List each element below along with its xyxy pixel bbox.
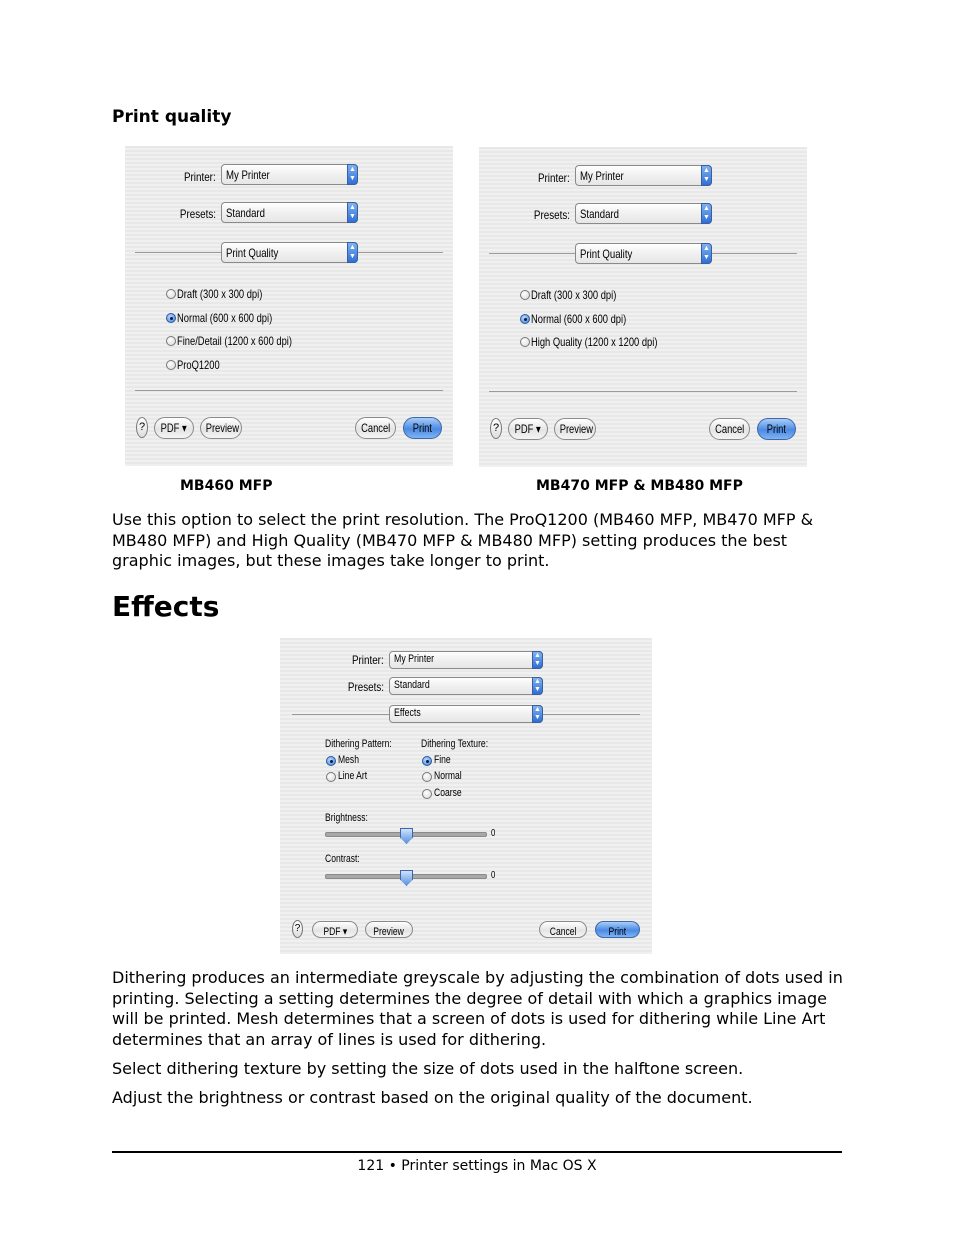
radio-draft[interactable]	[520, 290, 530, 300]
cancel-button[interactable]: Cancel	[539, 921, 587, 938]
radio-label-normal: Normal (600 x 600 dpi)	[531, 312, 627, 326]
radio-label-mesh: Mesh	[338, 754, 359, 766]
radio-fine-detail[interactable]	[166, 336, 176, 346]
print-dialog-effects	[280, 638, 652, 954]
separator	[135, 390, 443, 391]
radio-normal[interactable]	[422, 772, 432, 782]
radio-proq1200[interactable]	[166, 360, 176, 370]
presets-popup-value: Standard	[226, 206, 265, 220]
popup-arrows-icon: ▲ ▼	[701, 165, 712, 186]
popup-arrows-icon: ▲ ▼	[347, 242, 358, 263]
section-heading-effects: Effects	[112, 590, 220, 623]
radio-label-draft: Draft (300 x 300 dpi)	[177, 287, 263, 301]
help-icon[interactable]: ?	[136, 417, 148, 438]
printer-label: Printer:	[352, 653, 384, 667]
printer-popup-value: My Printer	[226, 168, 270, 182]
caption-mb470-mb480: MB470 MFP & MB480 MFP	[536, 478, 743, 494]
radio-high-quality[interactable]	[520, 337, 530, 347]
panel-popup[interactable]	[575, 243, 712, 264]
presets-label: Presets:	[179, 207, 216, 221]
popup-arrows-icon: ▲ ▼	[532, 651, 543, 669]
contrast-label: Contrast:	[325, 853, 360, 865]
print-button[interactable]: Print	[757, 418, 796, 440]
help-icon[interactable]: ?	[490, 418, 502, 439]
section-heading-print-quality: Print quality	[112, 107, 232, 127]
brightness-value: 0	[491, 828, 496, 839]
radio-label-normal: Normal (600 x 600 dpi)	[177, 311, 273, 325]
dithering-pattern-label: Dithering Pattern:	[325, 738, 392, 750]
pdf-button[interactable]: PDF ▾	[154, 417, 194, 439]
radio-coarse[interactable]	[422, 789, 432, 799]
print-button[interactable]: Print	[595, 921, 640, 938]
radio-label-draft: Draft (300 x 300 dpi)	[531, 288, 617, 302]
brightness-label: Brightness:	[325, 812, 368, 824]
paragraph-texture: Select dithering texture by setting the size of dots used in the halftone screen.	[112, 1059, 744, 1078]
print-dialog-mb470-mb480	[479, 147, 807, 467]
panel-popup[interactable]	[221, 242, 358, 263]
brightness-slider-thumb[interactable]	[400, 828, 413, 844]
printer-popup[interactable]	[389, 651, 543, 669]
radio-mesh[interactable]	[326, 756, 336, 766]
radio-fine[interactable]	[422, 756, 432, 766]
popup-arrows-icon: ▲ ▼	[347, 164, 358, 185]
panel-popup-value: Print Quality	[580, 247, 633, 261]
page-footer: 121 • Printer settings in Mac OS X	[357, 1158, 597, 1174]
pdf-button[interactable]: PDF ▾	[508, 418, 548, 440]
presets-label: Presets:	[533, 208, 570, 222]
panel-popup-value: Print Quality	[226, 246, 279, 260]
printer-label: Printer:	[538, 171, 570, 185]
presets-popup[interactable]	[221, 202, 358, 223]
footer-rule	[112, 1151, 842, 1153]
printer-popup-value: My Printer	[394, 653, 435, 665]
popup-arrows-icon: ▲ ▼	[347, 202, 358, 223]
presets-label: Presets:	[347, 680, 384, 694]
radio-line-art[interactable]	[326, 772, 336, 782]
help-icon[interactable]: ?	[292, 920, 303, 938]
dithering-texture-label: Dithering Texture:	[421, 738, 489, 750]
radio-label-fine-detail: Fine/Detail (1200 x 600 dpi)	[177, 334, 292, 348]
radio-label-line-art: Line Art	[338, 770, 368, 782]
radio-label-normal: Normal	[434, 770, 462, 782]
radio-draft[interactable]	[166, 289, 176, 299]
radio-label-proq1200: ProQ1200	[177, 358, 220, 372]
radio-label-fine: Fine	[434, 754, 451, 766]
paragraph-brightness-contrast: Adjust the brightness or contrast based on the original quality of the document.	[112, 1088, 753, 1107]
paragraph-dithering: Dithering produces an intermediate greyscale by adjusting the combination of dots used in printing. Selecting a setting determines the degree of detail with which a graphics image will be printed. Mesh determines that a screen of dots is used for dithering while Line Art determines that an array of lines is used for dithering.	[112, 968, 843, 1049]
separator	[489, 391, 797, 392]
print-button[interactable]: Print	[403, 417, 442, 439]
pdf-button[interactable]: PDF ▾	[312, 921, 358, 938]
print-dialog-mb460	[125, 146, 453, 466]
paragraph-resolution: Use this option to select the print resolution. The ProQ1200 (MB460 MFP, MB470 MFP & MB480 MFP) and High Quality (MB470 MFP & MB480 MFP) setting produces the best graphic images, but these images take longer to print.	[112, 510, 814, 570]
presets-popup[interactable]	[575, 203, 712, 224]
popup-arrows-icon: ▲ ▼	[701, 203, 712, 224]
presets-popup-value: Standard	[394, 679, 430, 691]
presets-popup[interactable]	[389, 677, 543, 695]
radio-label-high-quality: High Quality (1200 x 1200 dpi)	[531, 335, 658, 349]
contrast-slider-thumb[interactable]	[400, 870, 413, 886]
preview-button[interactable]: Preview	[365, 921, 413, 938]
printer-popup-value: My Printer	[580, 169, 624, 183]
printer-popup[interactable]	[221, 164, 358, 185]
caption-mb460: MB460 MFP	[180, 478, 273, 494]
contrast-value: 0	[491, 870, 496, 881]
printer-label: Printer:	[184, 170, 216, 184]
preview-button[interactable]: Preview	[200, 417, 242, 439]
presets-popup-value: Standard	[580, 207, 619, 221]
radio-normal[interactable]	[520, 314, 530, 324]
panel-popup[interactable]	[389, 705, 543, 723]
cancel-button[interactable]: Cancel	[709, 418, 750, 440]
panel-popup-value: Effects	[394, 707, 421, 719]
popup-arrows-icon: ▲ ▼	[532, 705, 543, 723]
preview-button[interactable]: Preview	[554, 418, 596, 440]
printer-popup[interactable]	[575, 165, 712, 186]
radio-label-coarse: Coarse	[434, 787, 462, 799]
cancel-button[interactable]: Cancel	[355, 417, 396, 439]
popup-arrows-icon: ▲ ▼	[701, 243, 712, 264]
popup-arrows-icon: ▲ ▼	[532, 677, 543, 695]
radio-normal[interactable]	[166, 313, 176, 323]
